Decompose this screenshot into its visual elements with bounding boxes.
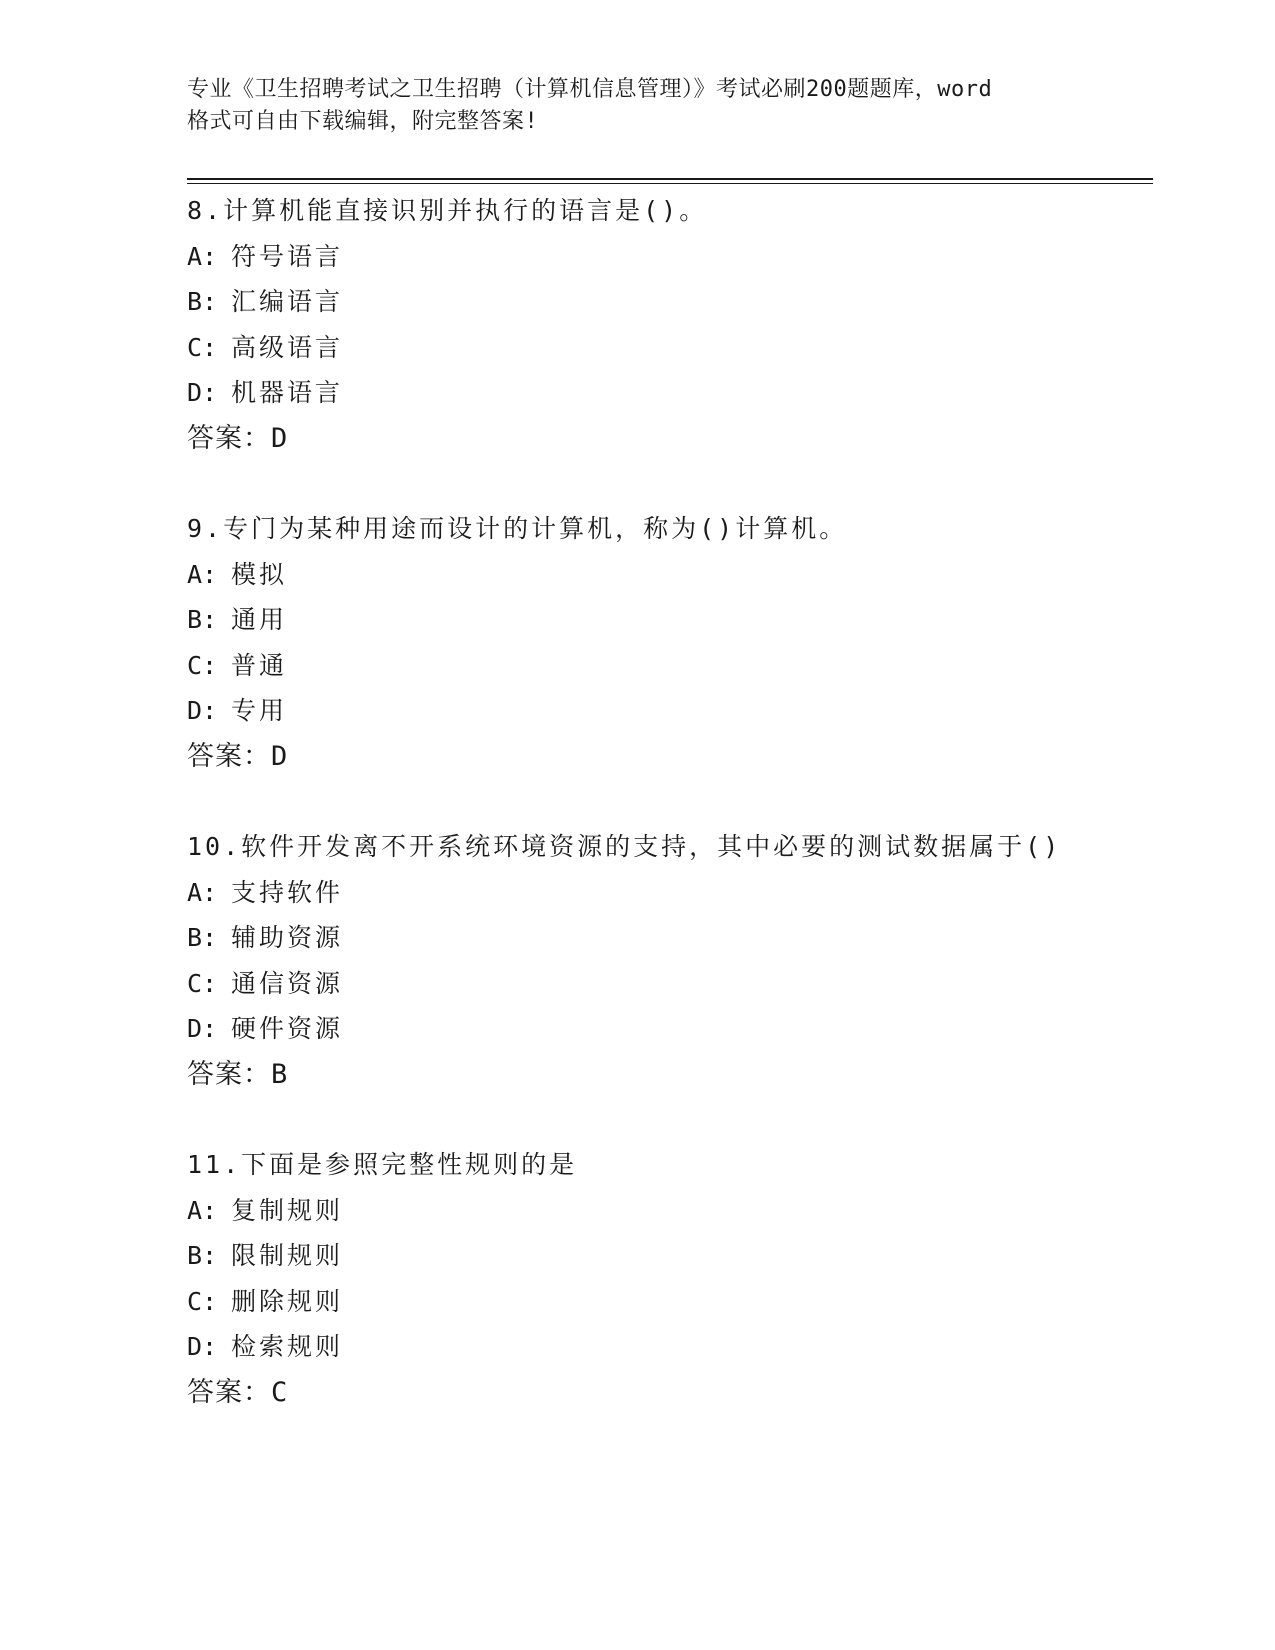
answer-label: 答案： — [187, 1058, 271, 1090]
option-letter: B: — [187, 1241, 218, 1271]
option-text: 通信资源 — [231, 968, 344, 998]
document-page — [187, 0, 1153, 1650]
option-text: 模拟 — [231, 559, 288, 589]
option-b — [187, 915, 1153, 961]
option-text: 支持软件 — [231, 877, 344, 907]
answer-label: 答案： — [187, 422, 271, 454]
option-text: 检索规则 — [231, 1332, 344, 1362]
question-10 — [187, 824, 1153, 1142]
option-letter: C: — [187, 650, 218, 680]
option-text: 限制规则 — [231, 1241, 344, 1271]
question-stem: 9.专门为某种用途而设计的计算机，称为()计算机。 — [187, 514, 848, 543]
option-d — [187, 1006, 1153, 1052]
option-letter: C: — [187, 968, 218, 998]
answer-label: 答案： — [187, 740, 271, 772]
option-c — [187, 1279, 1153, 1325]
option-a — [187, 552, 1153, 598]
option-letter: A: — [187, 1195, 218, 1225]
option-text: 复制规则 — [231, 1195, 344, 1225]
option-text: 机器语言 — [231, 378, 344, 408]
option-letter: C: — [187, 332, 218, 362]
option-a — [187, 870, 1153, 916]
question-8 — [187, 188, 1153, 506]
option-a — [187, 234, 1153, 280]
option-letter: A: — [187, 241, 218, 271]
question-list — [187, 188, 1153, 1460]
answer-line — [187, 416, 1153, 462]
header-line-1: 专业《卫生招聘考试之卫生招聘（计算机信息管理）》考试必刷200题题库，word — [187, 77, 993, 102]
question-9 — [187, 506, 1153, 824]
option-letter: A: — [187, 559, 218, 589]
option-letter: C: — [187, 1286, 218, 1316]
option-text: 高级语言 — [231, 332, 344, 362]
option-letter: D: — [187, 696, 218, 726]
option-d — [187, 688, 1153, 734]
option-letter: D: — [187, 1332, 218, 1362]
answer-value: D — [271, 740, 288, 772]
header-divider-thick — [187, 178, 1153, 180]
option-d — [187, 1324, 1153, 1370]
answer-value: D — [271, 422, 288, 454]
option-c — [187, 961, 1153, 1007]
option-d — [187, 370, 1153, 416]
option-letter: A: — [187, 877, 218, 907]
answer-label: 答案： — [187, 1376, 271, 1408]
option-text: 汇编语言 — [231, 287, 344, 317]
option-letter: B: — [187, 287, 218, 317]
option-text: 符号语言 — [231, 241, 344, 271]
option-c — [187, 643, 1153, 689]
option-text: 硬件资源 — [231, 1014, 344, 1044]
option-letter: D: — [187, 378, 218, 408]
option-text: 辅助资源 — [231, 923, 344, 953]
answer-value: B — [271, 1058, 288, 1090]
document-header — [187, 74, 1153, 138]
question-stem: 10.软件开发离不开系统环境资源的支持，其中必要的测试数据属于() — [187, 832, 1062, 861]
question-stem: 11.下面是参照完整性规则的是 — [187, 1150, 578, 1179]
question-11 — [187, 1142, 1153, 1460]
option-letter: B: — [187, 923, 218, 953]
answer-line — [187, 1052, 1153, 1098]
option-text: 通用 — [231, 605, 288, 635]
header-divider-thin — [187, 183, 1153, 184]
option-b — [187, 279, 1153, 325]
option-letter: B: — [187, 605, 218, 635]
answer-line — [187, 734, 1153, 780]
option-letter: D: — [187, 1014, 218, 1044]
answer-value: C — [271, 1376, 288, 1408]
option-a — [187, 1188, 1153, 1234]
option-text: 专用 — [231, 696, 288, 726]
option-text: 普通 — [231, 650, 288, 680]
option-b — [187, 597, 1153, 643]
option-c — [187, 325, 1153, 371]
option-b — [187, 1233, 1153, 1279]
header-line-2: 格式可自由下载编辑，附完整答案! — [187, 109, 539, 134]
answer-line — [187, 1370, 1153, 1416]
option-text: 删除规则 — [231, 1286, 344, 1316]
question-stem: 8.计算机能直接识别并执行的语言是()。 — [187, 196, 708, 225]
